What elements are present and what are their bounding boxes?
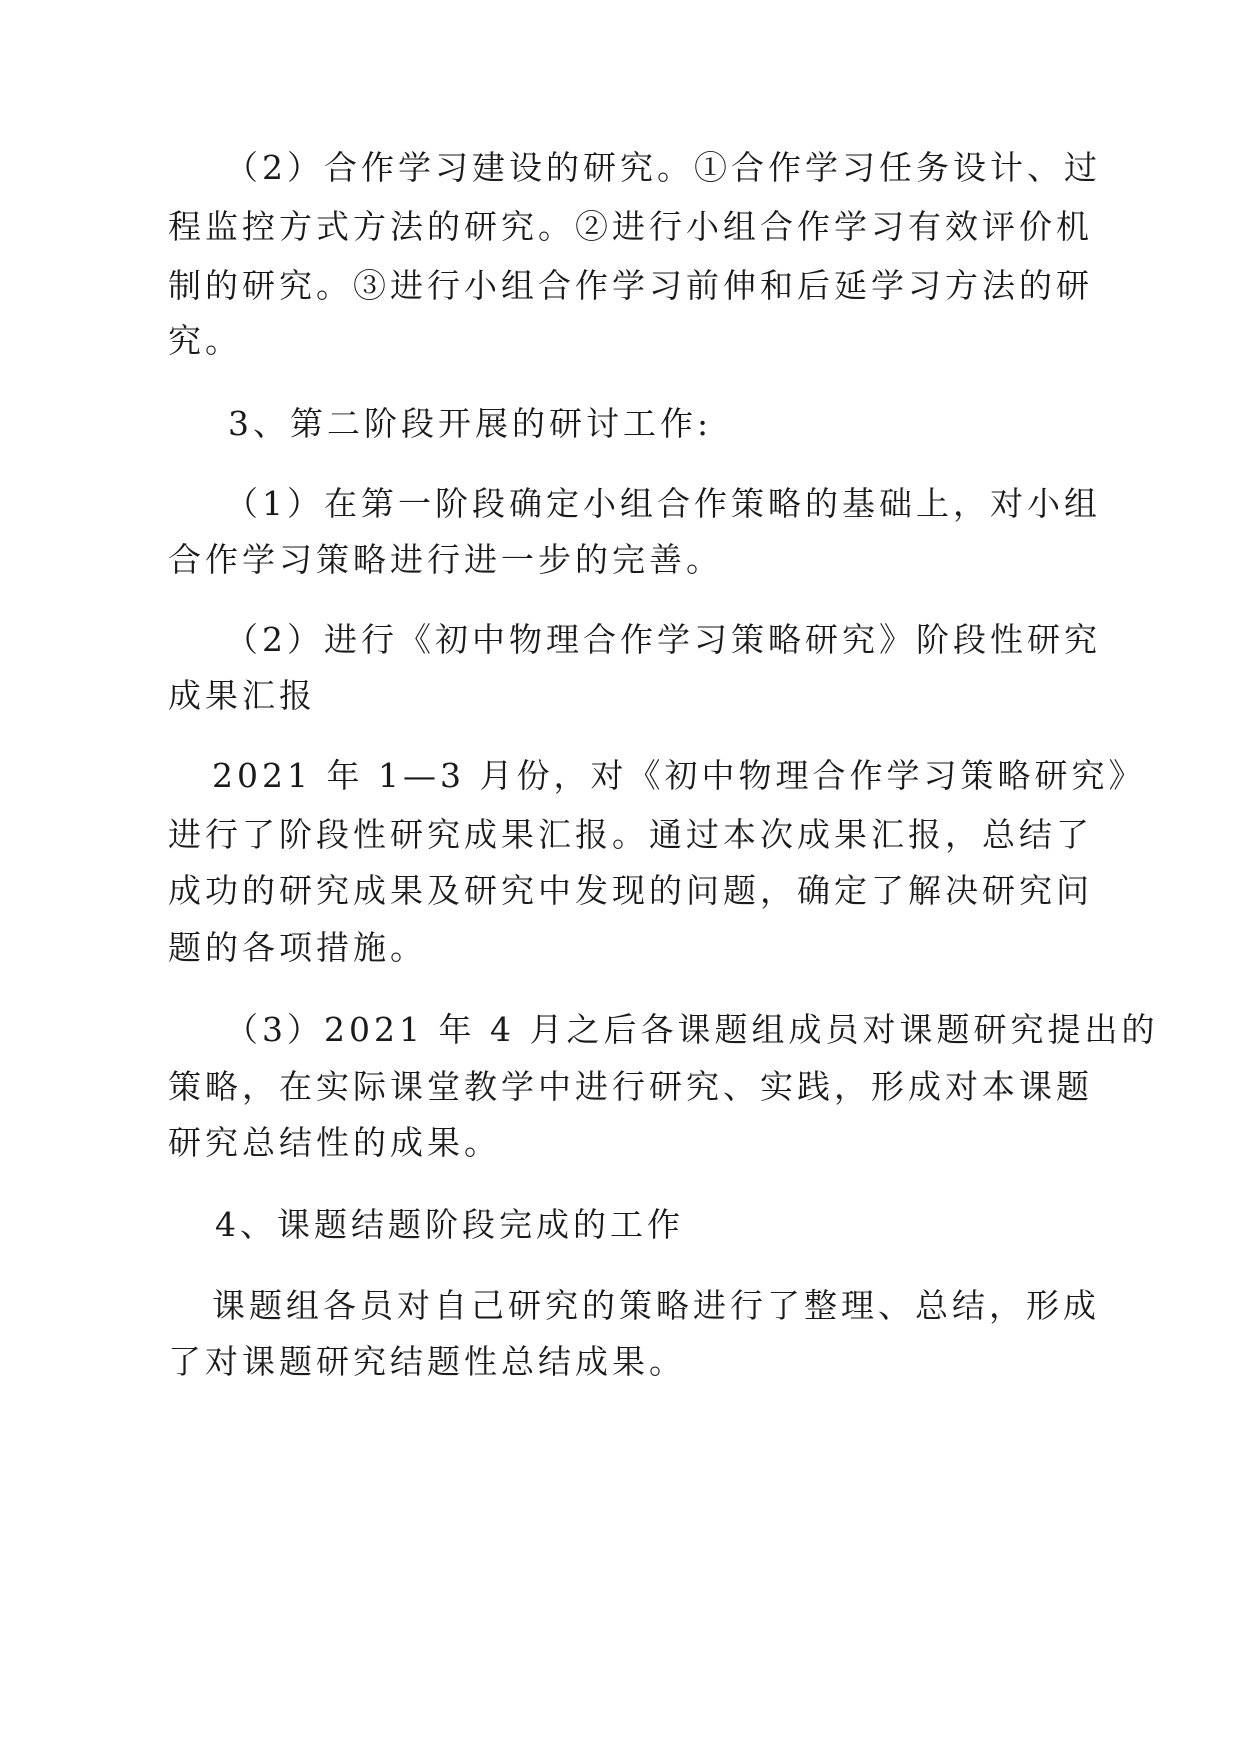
section-3-item-2-line-1: （2）进行《初中物理合作学习策略研究》阶段性研究: [225, 620, 1101, 659]
report-paragraph-line-3: 成功的研究成果及研究中发现的问题，确定了解决研究问: [168, 871, 1093, 910]
report-paragraph-line-1: 2021 年 1—3 月份，对《初中物理合作学习策略研究》: [212, 756, 1146, 795]
paragraph-2-line-2: 程监控方式方法的研究。②进行小组合作学习有效评价机: [168, 207, 1093, 246]
section-3-item-3-line-2: 策略，在实际课堂教学中进行研究、实践，形成对本课题: [168, 1067, 1093, 1106]
section-3-item-1-line-2: 合作学习策略进行进一步的完善。: [168, 540, 723, 579]
paragraph-2-line-4: 究。: [168, 321, 242, 360]
section-3-item-3-line-3: 研究总结性的成果。: [168, 1123, 501, 1162]
report-paragraph-line-2: 进行了阶段性研究成果汇报。通过本次成果汇报，总结了: [168, 815, 1093, 854]
section-4-heading: 4、课题结题阶段完成的工作: [215, 1205, 684, 1244]
section-3-item-3-line-1: （3）2021 年 4 月之后各课题组成员对课题研究提出的: [225, 1010, 1159, 1049]
section-4-paragraph-line-1: 课题组各员对自己研究的策略进行了整理、总结，形成: [212, 1286, 1100, 1325]
section-3-heading: 3、第二阶段开展的研讨工作:: [228, 404, 713, 443]
section-3-item-2-line-2: 成果汇报: [168, 676, 316, 715]
section-3-item-1-line-1: （1）在第一阶段确定小组合作策略的基础上，对小组: [225, 484, 1101, 523]
report-paragraph-line-4: 题的各项措施。: [168, 928, 427, 967]
paragraph-2-line-3: 制的研究。③进行小组合作学习前伸和后延学习方法的研: [168, 266, 1093, 305]
section-4-paragraph-line-2: 了对课题研究结题性总结成果。: [168, 1342, 686, 1381]
paragraph-2-line-1: （2）合作学习建设的研究。①合作学习任务设计、过: [225, 148, 1101, 187]
